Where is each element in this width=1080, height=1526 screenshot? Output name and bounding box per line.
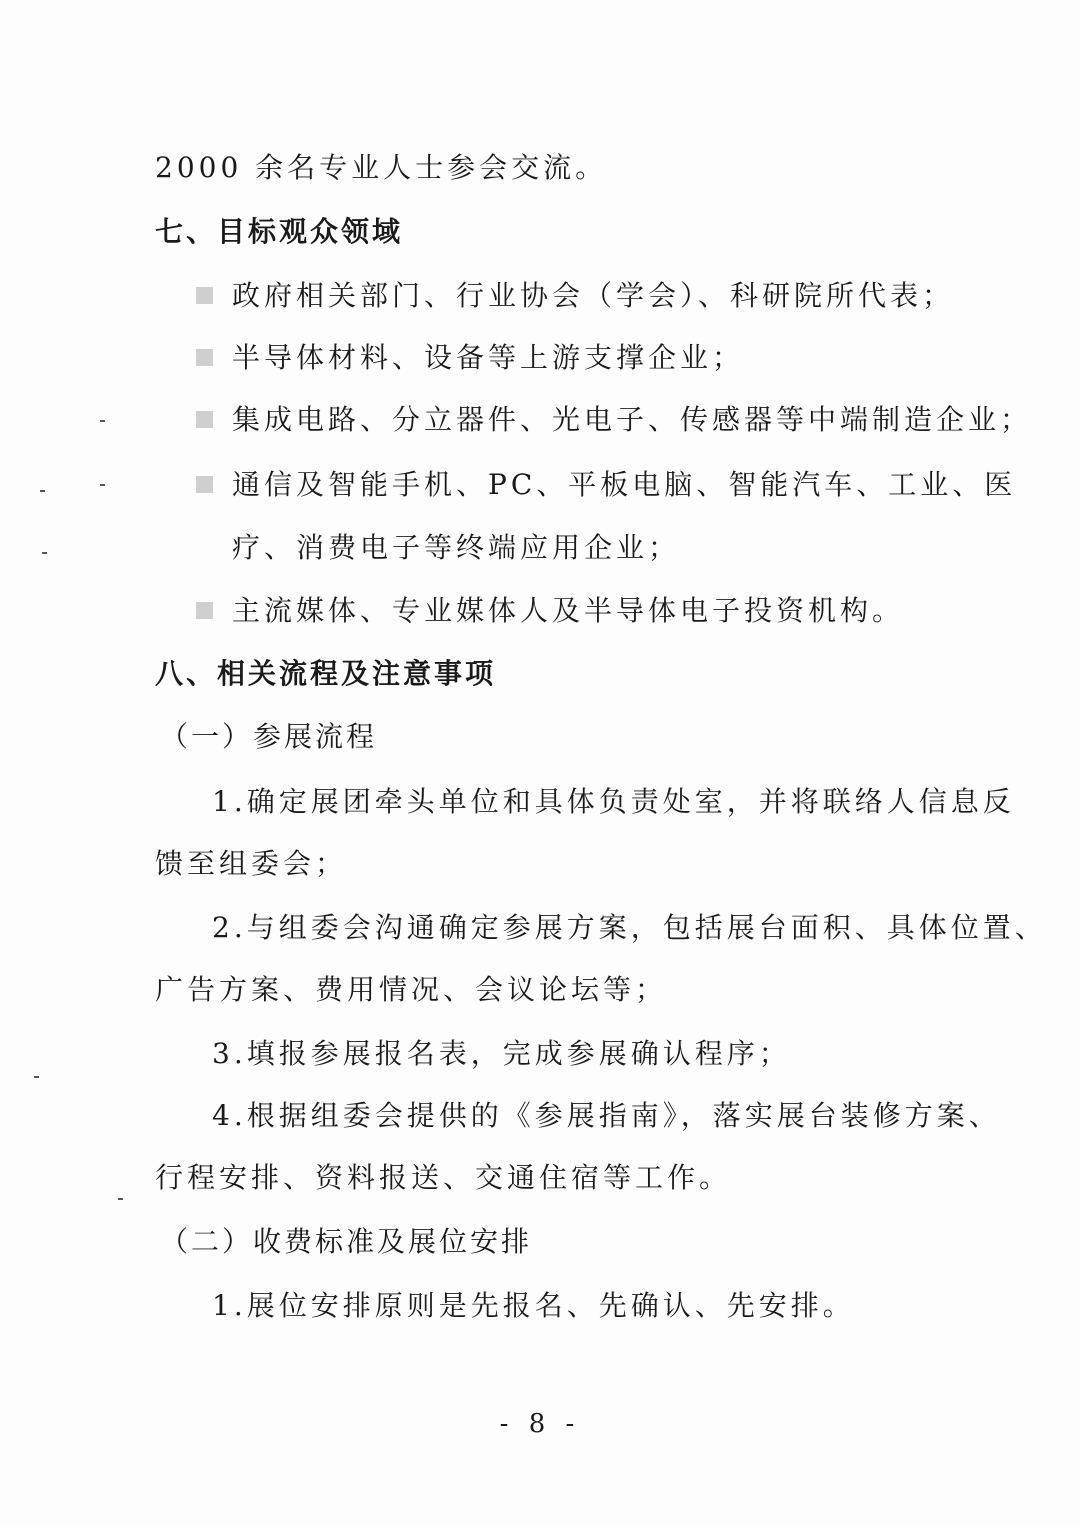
section-7-heading: 七、目标观众领域 [155, 215, 404, 248]
scan-speck [100, 484, 105, 486]
subsection-2-heading: （二）收费标准及展位安排 [160, 1225, 533, 1258]
paragraph-line: 3.填报参展报名表，完成参展确认程序； [212, 1037, 791, 1070]
bullet-square-icon [196, 602, 213, 619]
bullet-item: 半导体材料、设备等上游支撑企业； [232, 341, 745, 374]
scan-speck [34, 1076, 39, 1078]
scan-speck [42, 552, 47, 554]
paragraph-line: 行程安排、资料报送、交通住宿等工作。 [155, 1161, 732, 1194]
subsection-1-heading: （一）参展流程 [160, 720, 378, 753]
bullet-item-continuation: 疗、消费电子等终端应用企业； [232, 531, 681, 564]
section-8-heading: 八、相关流程及注意事项 [155, 657, 497, 690]
intro-continuation: 2000 余名专业人士参会交流。 [155, 151, 608, 184]
bullet-square-icon [196, 476, 213, 493]
scan-speck [40, 490, 45, 492]
paragraph-line: 4.根据组委会提供的《参展指南》，落实展台装修方案、 [212, 1099, 1001, 1132]
paragraph-line: 馈至组委会； [155, 847, 348, 880]
scan-speck [118, 1198, 123, 1200]
bullet-item: 主流媒体、专业媒体人及半导体电子投资机构。 [232, 594, 905, 627]
page-number: - 8 - [499, 1409, 581, 1439]
bullet-square-icon [196, 287, 213, 304]
paragraph-line: 2.与组委会沟通确定参展方案，包括展台面积、具体位置、 [212, 911, 1047, 944]
bullet-item: 政府相关部门、行业协会（学会）、科研院所代表； [232, 279, 955, 312]
paragraph-line: 1.确定展团牵头单位和具体负责处室，并将联络人信息反 [212, 785, 1015, 818]
bullet-square-icon [196, 411, 213, 428]
bullet-item: 通信及智能手机、PC、平板电脑、智能汽车、工业、医 [232, 468, 1017, 501]
paragraph-line: 广告方案、费用情况、会议论坛等； [155, 973, 668, 1006]
paragraph-line: 1.展位安排原则是先报名、先确认、先安排。 [212, 1289, 855, 1322]
bullet-square-icon [196, 349, 213, 366]
bullet-item: 集成电路、分立器件、光电子、传感器等中端制造企业； [232, 403, 1033, 436]
scan-speck [100, 420, 105, 422]
